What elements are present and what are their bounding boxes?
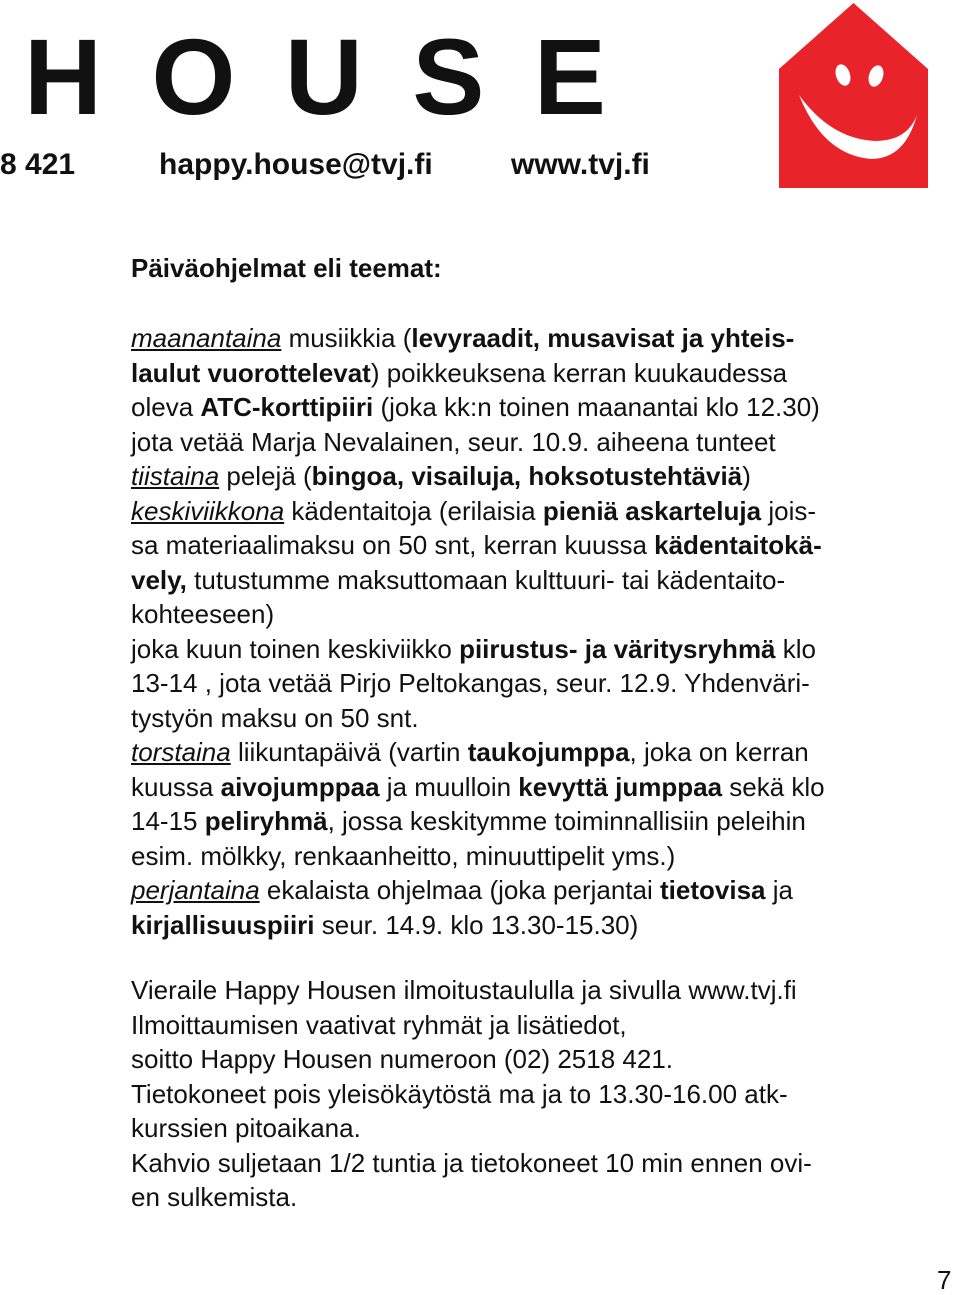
program-line	[131, 735, 825, 770]
program-text-segment: liikuntapäivä (vartin	[230, 737, 468, 767]
program-line	[131, 770, 825, 805]
program-line	[131, 908, 825, 943]
program-text-segment: sa materiaalimaksu on 50 snt, kerran kuussa	[131, 530, 655, 560]
program-text-segment: kirjallisuuspiiri	[131, 909, 315, 940]
program-text-segment: ATC-korttipiiri	[200, 392, 374, 422]
program-text-segment: joka kuun toinen keskiviikko	[131, 633, 460, 664]
smiling-house-logo-icon	[779, 3, 928, 188]
program-line	[131, 494, 825, 529]
program-text-segment: kevyttä jumppaa	[518, 771, 723, 802]
program-text-segment: jota vetää Marja Nevalainen, seur. 10.9. aiheena tunteet	[131, 426, 776, 457]
program-text-segment: seur. 14.9. klo 13.30-15.30)	[314, 909, 639, 940]
program-line	[131, 839, 825, 874]
program-text-segment: pelejä (	[219, 461, 312, 491]
program-line	[131, 632, 825, 667]
program-text-segment: sekä klo	[722, 771, 825, 802]
program-text-segment: )	[742, 461, 751, 491]
info-line: Ilmoittaumisen vaativat ryhmät ja lisätiedot,	[131, 1009, 627, 1040]
program-text-segment: , jossa keskitymme toiminnallisiin peleihin	[327, 806, 806, 836]
program-line	[131, 597, 825, 632]
weekday-label: maanantaina	[131, 323, 282, 353]
program-text-segment: peliryhmä	[204, 806, 328, 836]
program-text-segment: pieniä askarteluja	[542, 495, 762, 526]
program-text-segment: ekalaista ohjelmaa (joka perjantai	[259, 875, 660, 905]
program-text-segment: vely,	[131, 564, 187, 595]
program-text-segment: 13-14 , jota vetää Pirjo Peltokangas, seur. 12.9. Yhdenväri-	[131, 668, 810, 698]
program-text-segment: kädentaitoja (erilaisia	[284, 495, 543, 526]
program-text-segment: , joka on kerran	[629, 737, 809, 767]
weekly-program-text	[131, 321, 825, 942]
info-text	[131, 973, 812, 1215]
program-line	[131, 666, 825, 701]
program-text-segment: taukojumppa	[467, 737, 630, 767]
weekday-label: tiistaina	[131, 461, 220, 491]
program-heading: Päiväohjelmat eli teemat:	[131, 253, 442, 283]
info-line: Vieraile Happy Housen ilmoitustaululla ja sivulla www.tvj.fi	[131, 975, 797, 1005]
weekday-label: keskiviikkona	[131, 495, 285, 526]
page-number: 7	[937, 1265, 952, 1295]
info-line: kurssien pitoaikana.	[131, 1113, 361, 1143]
program-text-segment: esim. mölkky, renkaanheitto, minuuttipelit yms.)	[131, 840, 676, 871]
program-text-segment: piirustus- ja väritysryhmä	[459, 633, 776, 664]
program-text-segment: (joka kk:n toinen maanantai klo 12.30)	[373, 392, 820, 422]
program-text-segment: kuussa	[131, 771, 221, 802]
program-line	[131, 390, 825, 425]
program-text-segment: tutustumme maksuttomaan kulttuuri- tai kädentaito-	[186, 564, 786, 595]
program-line	[131, 701, 825, 736]
program-text-segment: bingoa, visailuja, hoksotustehtäviä	[311, 461, 743, 491]
program-line	[131, 356, 825, 391]
program-text-segment: laulut vuorottelevat	[131, 357, 371, 388]
program-text-segment: musiikkia (	[281, 323, 412, 353]
program-line	[131, 425, 825, 460]
program-text-segment: tystyön maksu on 50 snt.	[131, 702, 419, 733]
email-address: happy.house@tvj.fi	[159, 148, 433, 181]
weekday-label: torstaina	[131, 737, 231, 767]
program-text-segment: ja	[765, 875, 793, 905]
program-text-segment: jois-	[761, 495, 817, 526]
program-text-segment: klo	[775, 633, 816, 664]
phone-fragment: 8 421	[0, 148, 76, 181]
program-text-segment: oleva	[131, 392, 201, 422]
info-line: Tietokoneet pois yleisökäytöstä ma ja to 13.30-16.00 atk-	[131, 1078, 788, 1109]
program-text-segment: tietovisa	[660, 875, 766, 905]
info-line: en sulkemista.	[131, 1182, 298, 1212]
program-line	[131, 804, 825, 839]
website-address: www.tvj.fi	[511, 148, 650, 181]
program-text-segment: aivojumppaa	[220, 771, 380, 802]
program-text-segment: kädentaitokä-	[654, 530, 822, 560]
info-line: soitto Happy Housen numeroon (02) 2518 421.	[131, 1044, 674, 1074]
program-line	[131, 321, 825, 356]
program-text-segment: kohteeseen)	[131, 599, 275, 629]
program-text-segment: ja muulloin	[379, 771, 519, 802]
program-line	[131, 563, 825, 598]
program-line	[131, 873, 825, 908]
weekday-label: perjantaina	[131, 875, 260, 905]
info-line: Kahvio suljetaan 1/2 tuntia ja tietokoneet 10 min ennen ovi-	[131, 1147, 812, 1178]
program-text-segment: 14-15	[131, 806, 205, 836]
program-text-segment: ) poikkeuksena kerran kuukaudessa	[370, 357, 788, 388]
program-text-segment: levyraadit, musavisat ja yhteis-	[411, 323, 795, 353]
program-line	[131, 459, 825, 494]
house-title: H O U S E	[24, 16, 616, 137]
program-line	[131, 528, 825, 563]
